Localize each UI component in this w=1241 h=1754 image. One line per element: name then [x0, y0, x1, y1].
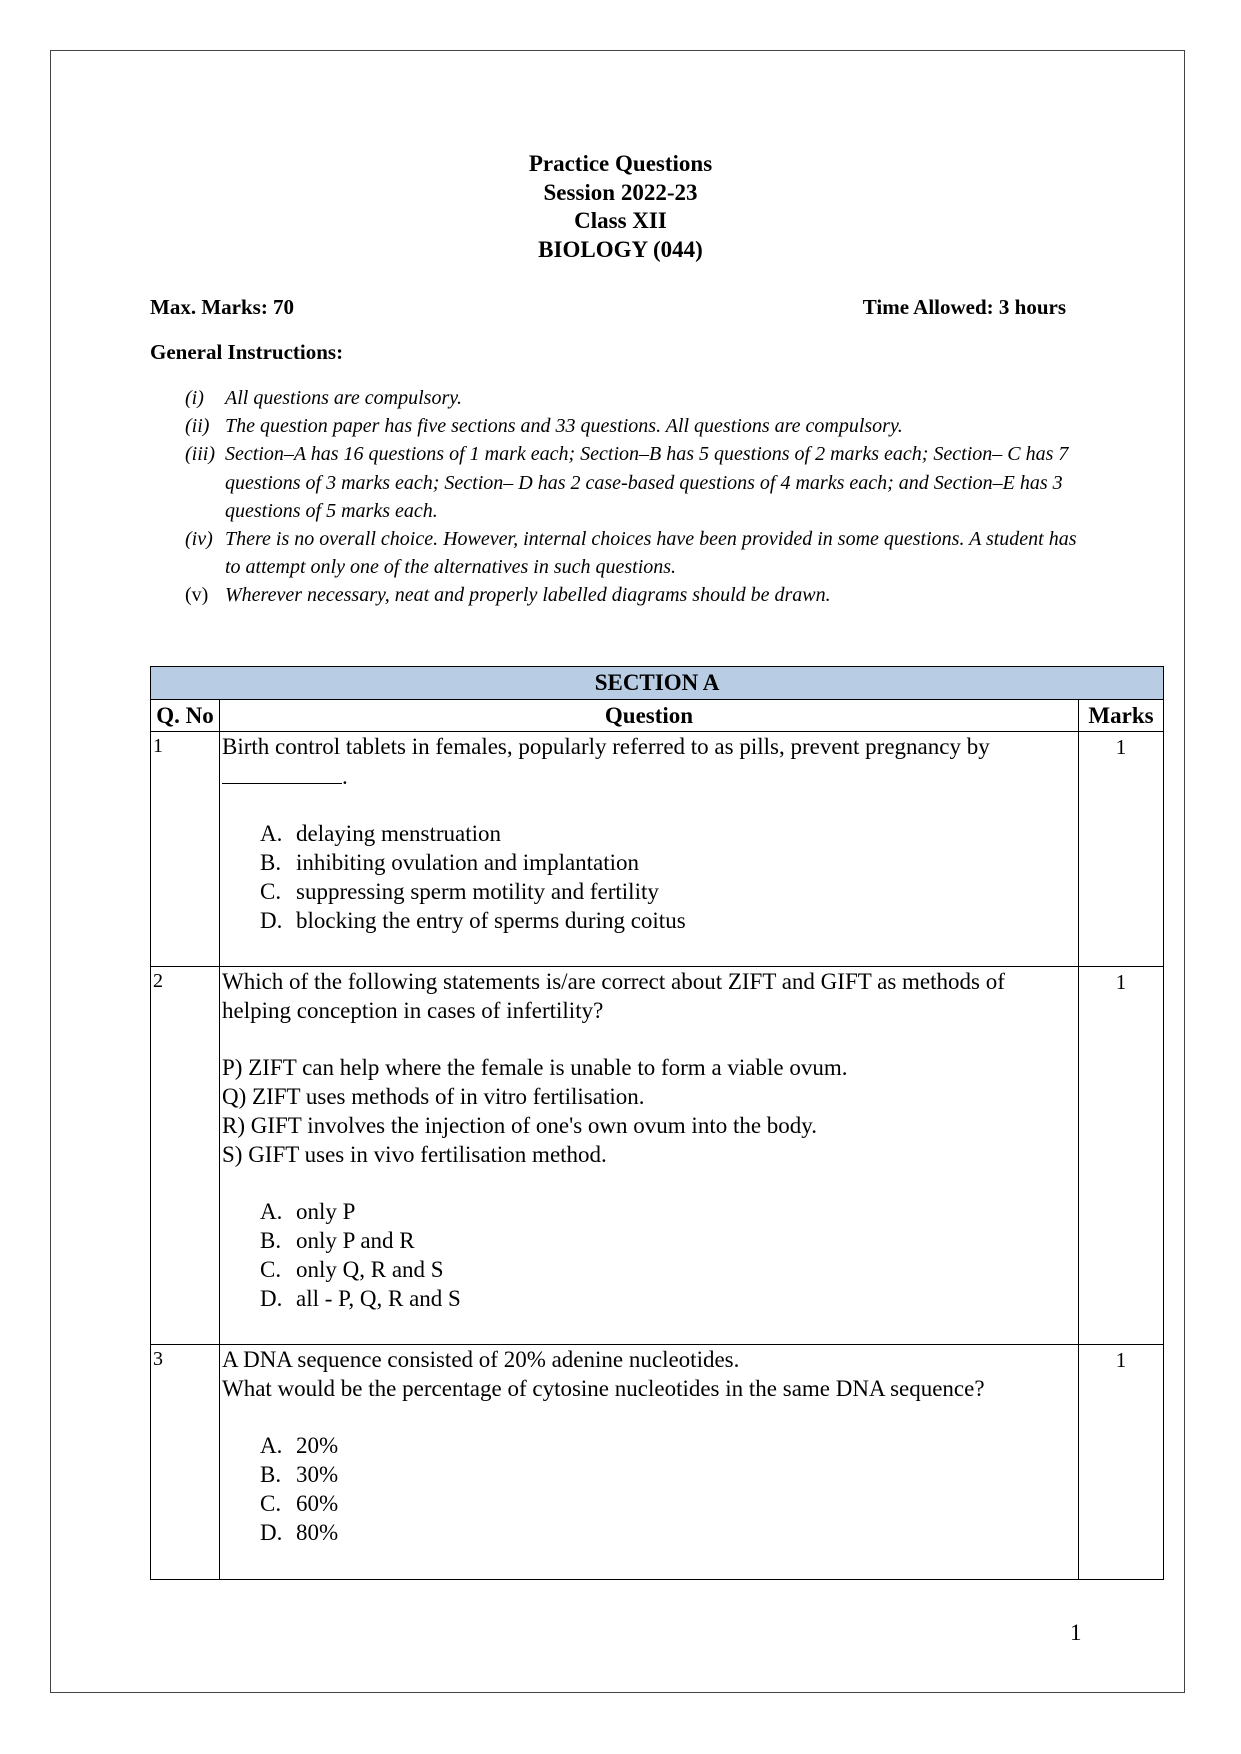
stem-end: .: [342, 764, 348, 789]
option-letter: D.: [260, 1286, 283, 1311]
option-item: [260, 1518, 1076, 1547]
option-letter: C.: [260, 879, 282, 904]
statement-item: Q) ZIFT uses methods of in vitro fertilisation.: [222, 1084, 645, 1109]
col-qno: Q. No: [151, 700, 220, 732]
col-marks: Marks: [1079, 700, 1164, 732]
section-a-table: [150, 666, 1164, 1580]
statement-item: R) GIFT involves the injection of one's own ovum into the body.: [222, 1113, 818, 1138]
question-row: [151, 967, 1164, 1345]
option-item: [260, 1255, 1076, 1284]
option-item: [260, 877, 1076, 906]
options-list: [222, 1431, 1076, 1547]
options-list: [222, 819, 1076, 935]
instruction-item: [185, 525, 1085, 581]
instruction-text: The question paper has five sections and 33 questions. All questions are compulsory.: [225, 415, 903, 438]
option-item: [260, 1284, 1076, 1313]
question-marks: 1: [1079, 732, 1164, 967]
option-text: all - P, Q, R and S: [296, 1286, 461, 1311]
option-letter: B.: [260, 1462, 282, 1487]
instruction-number: (i): [185, 387, 204, 409]
section-header-row: [151, 667, 1164, 700]
option-item: [260, 848, 1076, 877]
header-subject: BIOLOGY (044): [538, 236, 703, 262]
option-letter: C.: [260, 1491, 282, 1516]
option-letter: B.: [260, 850, 282, 875]
statement-item: S) GIFT uses in vivo fertilisation method.: [222, 1142, 607, 1167]
option-letter: A.: [260, 1433, 283, 1458]
question-marks: 1: [1079, 1345, 1164, 1580]
option-letter: D.: [260, 1520, 283, 1545]
question-stem: [222, 732, 1076, 791]
paper-header: [0, 150, 1241, 264]
instructions-list: [185, 384, 1085, 610]
instruction-text: All questions are compulsory.: [225, 387, 463, 409]
option-letter: D.: [260, 908, 283, 933]
option-letter: B.: [260, 1228, 282, 1253]
option-text: blocking the entry of sperms during coitus: [296, 908, 686, 933]
statement-item: P) ZIFT can help where the female is unable to form a viable ovum.: [222, 1055, 848, 1080]
option-text: 20%: [296, 1433, 339, 1458]
question-number: 1: [151, 732, 220, 967]
page-number: 1: [1070, 1620, 1082, 1645]
question-row: [151, 732, 1164, 967]
option-letter: C.: [260, 1257, 282, 1282]
option-text: only P: [296, 1199, 356, 1224]
question-stem-2: What would be the percentage of cytosine nucleotides in the same DNA sequence?: [222, 1376, 985, 1401]
option-item: [260, 1431, 1076, 1460]
header-title: Practice Questions: [528, 151, 713, 176]
question-body: [220, 967, 1079, 1345]
column-header-row: [151, 700, 1164, 732]
fill-blank: [222, 761, 342, 784]
instruction-item: [185, 384, 1085, 412]
option-text: delaying menstruation: [296, 821, 502, 846]
question-number: 2: [151, 967, 220, 1345]
option-text: only Q, R and S: [296, 1257, 444, 1282]
max-marks: Max. Marks: 70: [150, 295, 295, 319]
option-item: [260, 1460, 1076, 1489]
time-allowed: Time Allowed: 3 hours: [862, 295, 1066, 319]
question-stem-text: Birth control tablets in females, popularly referred to as pills, prevent pregnancy by: [222, 734, 990, 759]
col-question: Question: [220, 700, 1079, 732]
instruction-number: (v): [185, 584, 209, 607]
option-item: [260, 1197, 1076, 1226]
instruction-item: [185, 412, 1085, 440]
option-text: only P and R: [296, 1228, 415, 1253]
option-item: [260, 1226, 1076, 1255]
options-list: [222, 1197, 1076, 1313]
question-row: [151, 1345, 1164, 1580]
option-text: inhibiting ovulation and implantation: [296, 850, 640, 875]
instruction-item: [185, 440, 1085, 525]
header-session: Session 2022-23: [543, 179, 698, 205]
instruction-text: Wherever necessary, neat and properly labelled diagrams should be drawn.: [225, 584, 831, 607]
general-instructions-title: General Instructions:: [150, 340, 344, 364]
option-text: suppressing sperm motility and fertility: [296, 879, 659, 904]
question-body: [220, 732, 1079, 967]
option-item: [260, 819, 1076, 848]
option-text: 30%: [296, 1462, 339, 1487]
instruction-text: Section–A has 16 questions of 1 mark each; Section–B has 5 questions of 2 marks each; Section– C has 7 questions of 3 marks each; Section– D has 2 case-based questions of 4 marks each; and Section–E has 3 questions of 5 marks each.: [225, 443, 1069, 522]
instruction-number: (ii): [185, 415, 210, 438]
question-stem: A DNA sequence consisted of 20% adenine nucleotides.: [222, 1347, 740, 1372]
question-number: 3: [151, 1345, 220, 1580]
option-item: [260, 906, 1076, 935]
instruction-text: There is no overall choice. However, internal choices have been provided in some questions. A student has to attempt only one of the alternatives in such questions.: [225, 528, 1077, 579]
question-stem: Which of the following statements is/are correct about ZIFT and GIFT as methods of helping conception in cases of infertility?: [222, 969, 1005, 1023]
instruction-item: [185, 581, 1085, 609]
header-class: Class XII: [574, 208, 667, 233]
option-text: 80%: [296, 1520, 339, 1545]
instruction-number: (iv): [185, 528, 213, 551]
question-marks: 1: [1079, 967, 1164, 1345]
question-body: [220, 1345, 1079, 1580]
option-letter: A.: [260, 1199, 283, 1224]
option-item: [260, 1489, 1076, 1518]
section-title: SECTION A: [151, 667, 1164, 700]
option-text: 60%: [296, 1491, 339, 1516]
instruction-number: (iii): [185, 443, 215, 466]
option-letter: A.: [260, 821, 283, 846]
